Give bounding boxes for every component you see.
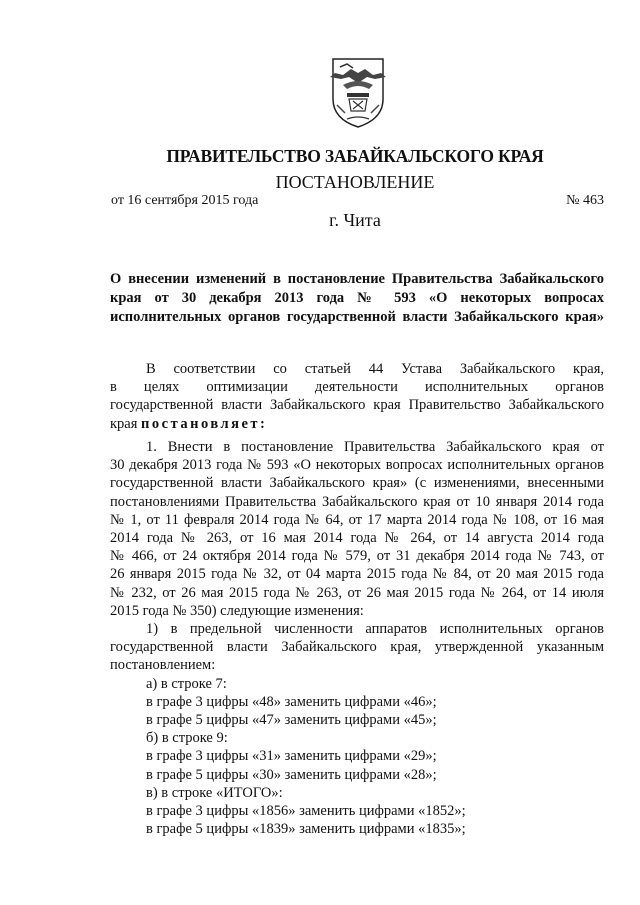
item-line: 1. Внести в постановление Правительства Забайкальского края от bbox=[146, 439, 604, 455]
change-line: в графе 5 цифры «1839» заменить цифрами «1835»; bbox=[146, 821, 466, 838]
change-line: в графе 5 цифры «30» заменить цифрами «28»; bbox=[146, 766, 437, 783]
change-line: а) в строке 7: bbox=[146, 675, 227, 692]
subitem-line: государственной власти Забайкальского края, утвержденной указанным bbox=[110, 639, 604, 656]
item-line: 2015 года № 350) следующие изменения: bbox=[110, 602, 364, 619]
document-number: № 463 bbox=[566, 193, 604, 208]
preamble-prefix: края bbox=[110, 415, 142, 432]
document-city: г. Чита bbox=[329, 210, 381, 230]
item-line: № 1, от 11 февраля 2014 года № 64, от 17 марта 2014 года № 108, от 16 мая bbox=[110, 511, 604, 528]
document-subject bbox=[110, 270, 604, 327]
item-line: 30 декабря 2013 года № 593 «О некоторых вопросах исполнительных органов bbox=[110, 457, 604, 474]
subitem-line: постановлением: bbox=[110, 657, 216, 674]
change-line: в графе 3 цифры «48» заменить цифрами «46»; bbox=[146, 693, 437, 710]
subitem-line: 1) в предельной численности аппаратов исполнительных органов bbox=[146, 621, 604, 638]
subject-line: исполнительных органов государственной власти Забайкальского края» bbox=[110, 309, 604, 325]
item-1 bbox=[110, 438, 604, 838]
item-line: 2014 года № 263, от 16 мая 2014 года № 264, от 14 августа 2014 года bbox=[110, 530, 604, 547]
document-date: от 16 сентября 2015 года bbox=[111, 193, 259, 208]
item-line: № 466, от 24 октября 2014 года № 579, от 31 декабря 2014 года № 743, от bbox=[110, 548, 604, 565]
change-line: в графе 3 цифры «1856» заменить цифрами «1852»; bbox=[146, 803, 466, 820]
item-line: № 232, от 26 мая 2015 года № 263, от 26 мая 2015 года № 264, от 14 июля bbox=[110, 584, 604, 601]
subject-line: края от 30 декабря 2013 года № 593 «О некоторых вопросах bbox=[110, 290, 604, 306]
subject-line: О внесении изменений в постановление Правительства Забайкальского bbox=[110, 271, 604, 287]
change-line: в графе 5 цифры «47» заменить цифрами «45»; bbox=[146, 712, 437, 729]
preamble-line: в целях оптимизации деятельности исполнительных органов bbox=[110, 379, 604, 396]
change-line: в) в строке «ИТОГО»: bbox=[146, 784, 283, 801]
document-type: ПОСТАНОВЛЕНИЕ bbox=[275, 172, 435, 192]
decree-word: постановляет: bbox=[141, 415, 268, 432]
preamble-line: государственной власти Забайкальского края Правительство Забайкальского bbox=[110, 397, 604, 414]
preamble-line: В соответствии со статьей 44 Устава Забайкальского края, bbox=[146, 361, 604, 377]
coat-of-arms-emblem bbox=[325, 55, 391, 130]
preamble bbox=[110, 360, 604, 433]
change-line: б) в строке 9: bbox=[146, 730, 228, 747]
preamble-line bbox=[110, 415, 604, 433]
government-title: ПРАВИТЕЛЬСТВО ЗАБАЙКАЛЬСКОГО КРАЯ bbox=[166, 146, 544, 166]
item-line: государственной власти Забайкальского края» (с изменениями, внесенными bbox=[110, 475, 604, 492]
change-line: в графе 3 цифры «31» заменить цифрами «29»; bbox=[146, 748, 437, 765]
item-line: 26 января 2015 года № 32, от 04 марта 2015 года № 84, от 20 мая 2015 года bbox=[110, 566, 604, 583]
item-line: постановлениями Правительства Забайкальского края от 10 января 2014 года bbox=[110, 493, 604, 510]
